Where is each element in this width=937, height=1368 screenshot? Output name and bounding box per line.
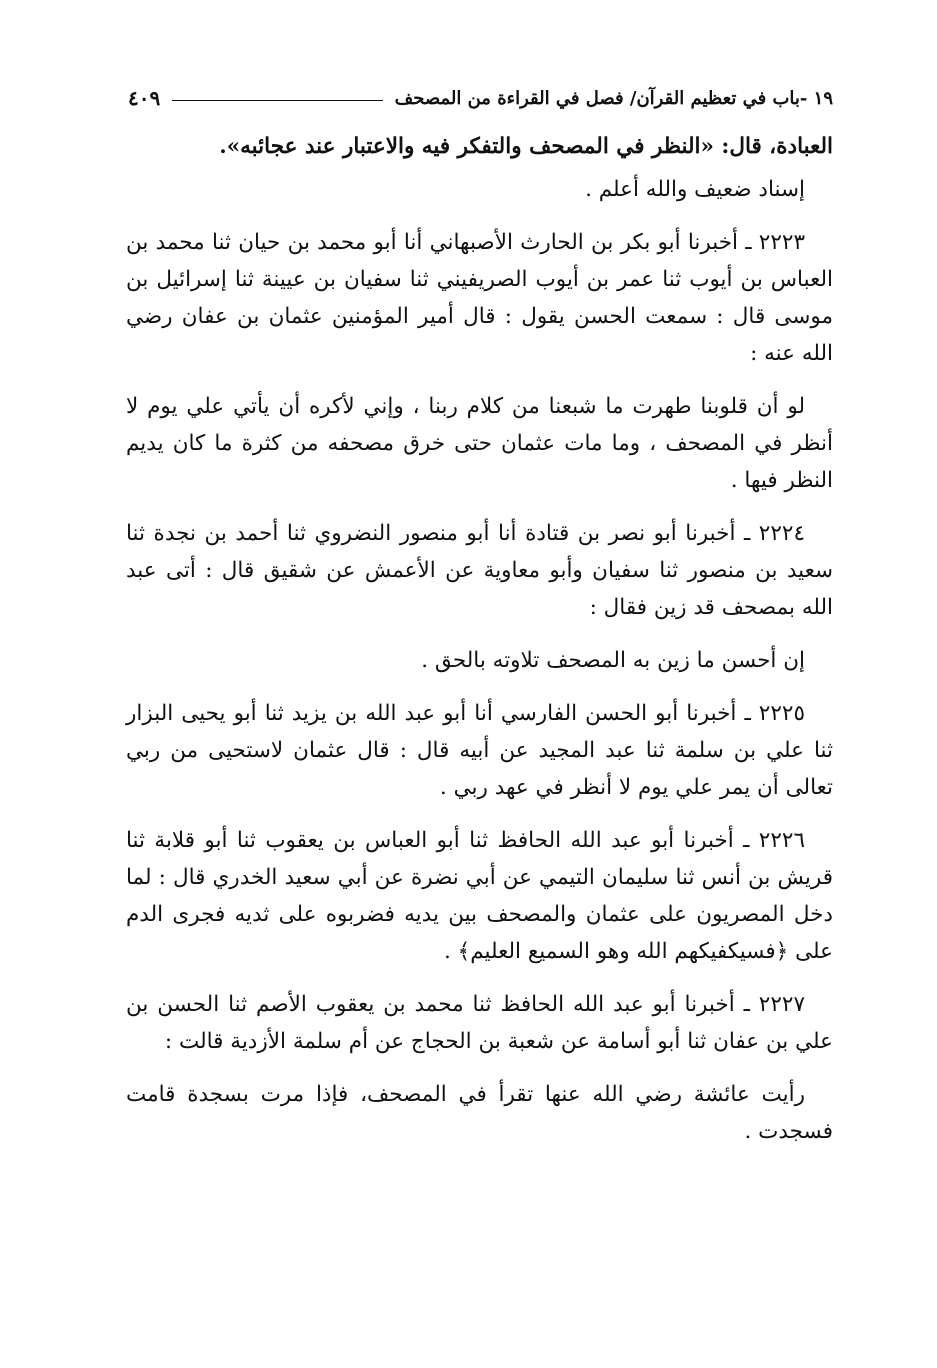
hadith-2227: ٢٢٢٧ ـ أخبرنا أبو عبد الله الحافظ ثنا محمد بن يعقوب الأصم ثنا الحسن بن علي بن عفان ثنا أبو أسامة عن شعبة بن الحجاج عن أم سلمة الأزدية قالت : xyxy=(126,992,833,1054)
hadith-2227-text: رأيت عائشة رضي الله عنها تقرأ في المصحف، فإذا مرت بسجدة قامت فسجدت . xyxy=(126,1082,833,1144)
paragraph-isnad-note: إسناد ضعيف والله أعلم . xyxy=(585,177,805,202)
hadith-2223-text: لو أن قلوبنا طهرت ما شبعنا من كلام ربنا ، وإني لأكره أن يأتي علي يوم لا أنظر في المصحف ، وما مات عثمان حتى خرق مصحفه من كثرة ما كان يديم النظر فيها . xyxy=(126,394,833,493)
hadith-2224-text: إن أحسن ما زين به المصحف تلاوته بالحق . xyxy=(421,648,805,673)
hadith-2223: ٢٢٢٣ ـ أخبرنا أبو بكر بن الحارث الأصبهاني أنا أبو محمد بن حيان ثنا محمد بن العباس بن أيوب ثنا عمر بن أيوب الصريفيني ثنا سفيان بن عيينة ثنا إسرائيل بن موسى قال : سمعت الحسن يقول : قال أمير المؤمنين عثمان بن عفان رضي الله عنه : xyxy=(126,230,833,366)
chapter-title: ١٩ -باب في تعظيم القرآن/ فصل في القراءة من المصحف xyxy=(394,87,833,109)
running-header xyxy=(128,78,833,118)
page-number: ٤٠٩ xyxy=(128,86,161,110)
paragraph-continuation: العبادة، قال: «النظر في المصحف والتفكر فيه والاعتبار عند عجائبه». xyxy=(219,134,833,159)
page-body xyxy=(126,128,833,1166)
hadith-2225: ٢٢٢٥ ـ أخبرنا أبو الحسن الفارسي أنا أبو عبد الله بن يزيد ثنا أبو يحيى البزار ثنا علي بن سلمة ثنا عبد المجيد عن أبيه قال : قال عثمان لاستحيى من ربي تعالى أن يمر علي يوم لا أنظر في عهد ربي . xyxy=(126,701,833,800)
hadith-2226: ٢٢٢٦ ـ أخبرنا أبو عبد الله الحافظ ثنا أبو العباس بن يعقوب ثنا أبو قلابة ثنا قريش بن أنس ثنا سليمان التيمي عن أبي نضرة عن أبي سعيد الخدري قال : لما دخل المصريون على عثمان والمصحف بين يديه فضربوه على ثديه فجرى الدم على ﴿فسيكفيكهم الله وهو السميع العليم﴾ . xyxy=(126,828,833,964)
header-rule xyxy=(172,100,382,101)
hadith-2224: ٢٢٢٤ ـ أخبرنا أبو نصر بن قتادة أنا أبو منصور النضروي ثنا أحمد بن نجدة ثنا سعيد بن منصور ثنا سفيان وأبو معاوية عن الأعمش عن شقيق قال : أتى عبد الله بمصحف قد زين فقال : xyxy=(126,521,833,620)
